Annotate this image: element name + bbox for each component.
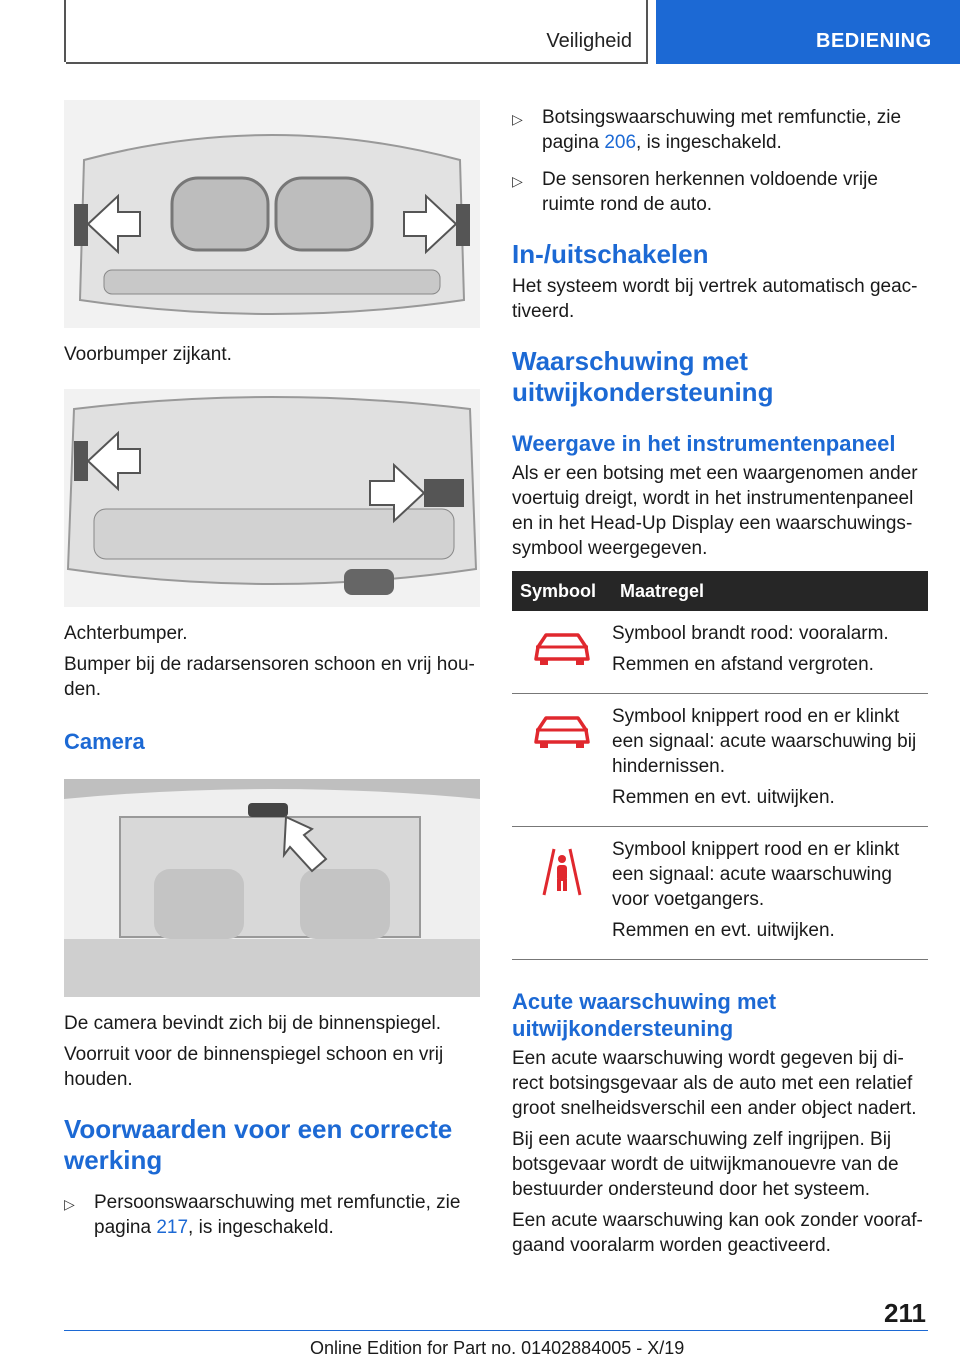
symbol-cell — [512, 694, 612, 827]
bullet-sensors: ▷ De sensoren herkennen voldoende vrije ruimte rond de auto. — [512, 169, 878, 215]
rear-bumper-caption: Achterbumper. — [64, 623, 188, 644]
bullet-triangle-icon: ▷ — [512, 173, 523, 189]
display-heading: Weergave in het instrumentenpaneel — [512, 431, 896, 456]
rear-bumper-figure — [64, 389, 480, 607]
table-row — [512, 694, 928, 827]
bullet-triangle-icon: ▷ — [512, 111, 523, 127]
front-bumper-caption: Voorbumper zijkant. — [64, 344, 232, 365]
acute-heading: Acute waarschuwing met uitwijkondersteuning — [512, 989, 777, 1041]
header-chapter-label: BEDIENING — [816, 30, 932, 52]
display-text: Als er een botsing met een waargenomen ander voertuig dreigt, wordt in het instrumentenpaneel en in het Head-Up Display een waarschuwingssymbool weergegeven. — [512, 463, 918, 559]
camera-figure — [64, 779, 480, 997]
header-section-box — [66, 0, 648, 64]
header-section-title: Veiligheid — [546, 30, 632, 52]
right-column — [512, 100, 928, 1264]
car-warning-icon — [532, 629, 592, 667]
camera-clean-text: Voorruit voor de binnenspiegel schoon en vrij houden. — [64, 1044, 444, 1090]
bullet-person-warning: ▷ Persoonswaarschuwing met remfunctie, zie pagina 217, is ingeschakeld. — [64, 1192, 461, 1238]
left-column — [64, 100, 480, 1250]
footer-rule — [64, 1330, 928, 1331]
acute-text-1: Een acute waarschuwing wordt gegeven bij direct botsingsgevaar als de auto met een relatief groot snelheidsverschil een ander object nadert. — [512, 1048, 917, 1119]
warning-heading: Waarschuwing met uitwijkondersteuning — [512, 346, 774, 407]
conditions-heading: Voorwaarden voor een correcte werking — [64, 1114, 453, 1175]
col-header-action: Maatregel — [612, 571, 928, 611]
footer-edition: Online Edition for Part no. 01402884005 - X/19 — [310, 1338, 685, 1358]
acute-text-2: Bij een acute waarschuwing zelf ingrijpen. Bij botsgevaar wordt de uitwijkmanouevre van de bestuurder ondersteund door het systeem. — [512, 1129, 899, 1200]
action-cell: Symbool knippert rood en er klinkt een signaal: acute waarschuwing voor voetgangers. Remmen en evt. uitwijken. — [612, 827, 928, 960]
bullet-collision-warning: ▷ Botsingswaarschuwing met remfunctie, zie pagina 206, is ingeschakeld. — [512, 107, 902, 153]
table-row — [512, 611, 928, 694]
switch-text: Het systeem wordt bij vertrek automatisch geactiveerd. — [512, 276, 918, 322]
symbol-table — [512, 571, 928, 960]
pedestrian-warning-icon — [540, 845, 584, 899]
action-cell: Symbool knippert rood en er klinkt een signaal: acute waarschuwing bij hindernissen. Remmen en evt. uitwijken. — [612, 694, 928, 827]
page-number: 211 — [884, 1298, 926, 1328]
table-row — [512, 827, 928, 960]
rear-bumper-text: Bumper bij de radarsensoren schoon en vrij houden. — [64, 654, 475, 700]
car-warning-icon — [532, 712, 592, 750]
header-chapter-tab[interactable] — [656, 0, 960, 64]
bullet-triangle-icon: ▷ — [64, 1196, 75, 1212]
action-cell: Symbool brandt rood: vooralarm. Remmen en afstand vergroten. — [612, 611, 928, 694]
link-page-206[interactable]: 206 — [604, 132, 637, 153]
switch-heading: In-/uitschakelen — [512, 239, 709, 269]
acute-text-3: Een acute waarschuwing kan ook zonder voorafgaand vooralarm worden geactiveerd. — [512, 1210, 923, 1256]
front-bumper-figure — [64, 100, 480, 328]
symbol-cell — [512, 611, 612, 694]
symbol-cell — [512, 827, 612, 960]
camera-heading: Camera — [64, 729, 145, 754]
link-page-217[interactable]: 217 — [156, 1217, 189, 1238]
table-header-row — [512, 571, 928, 611]
camera-location-text: De camera bevindt zich bij de binnenspiegel. — [64, 1013, 442, 1034]
col-header-symbol: Symbool — [512, 571, 612, 611]
